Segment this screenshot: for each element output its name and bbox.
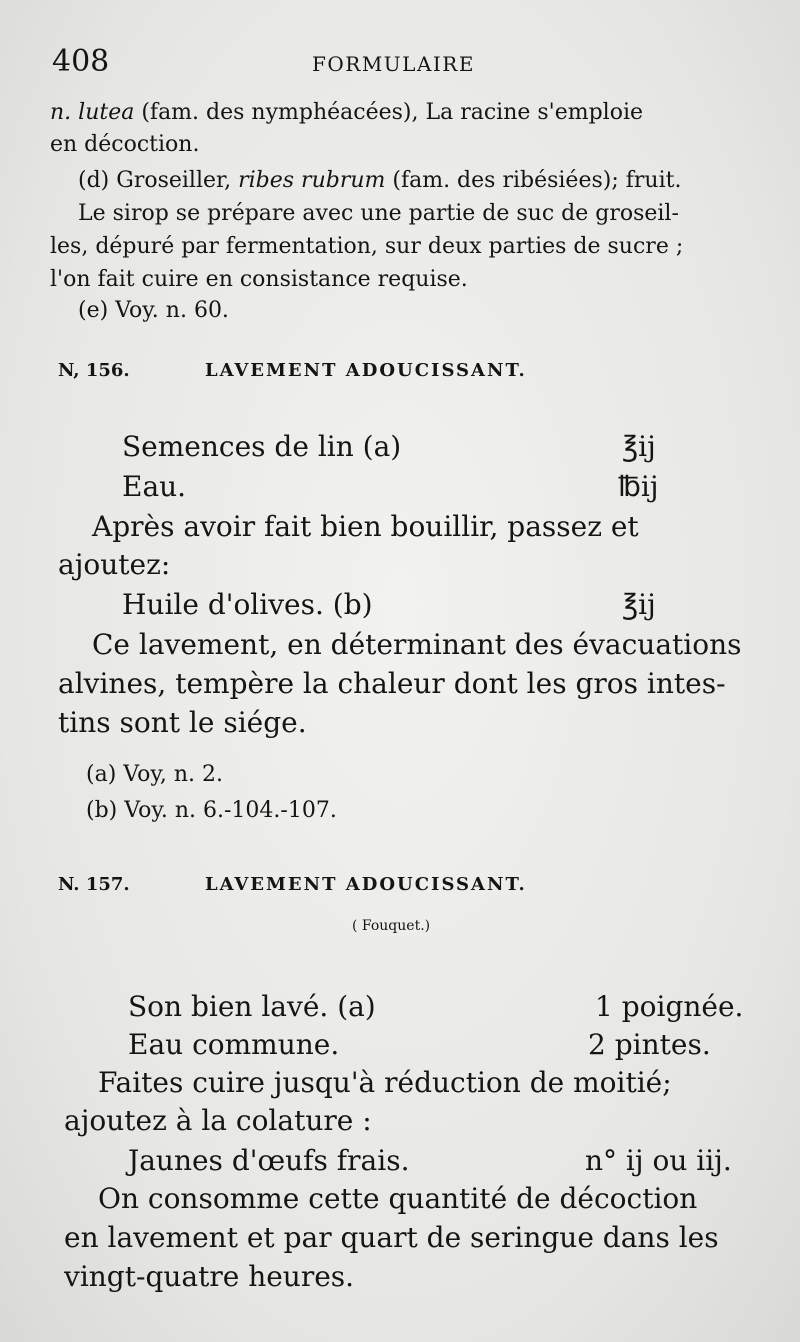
page-number: 408 [52, 44, 110, 79]
ingredient-name: Son bien lavé. (a) [128, 990, 376, 1023]
ingredient-quantity: ℥ij [622, 430, 656, 463]
running-title: FORMULAIRE [312, 52, 475, 76]
instruction-line: Après avoir fait bien bouillir, passez et [92, 510, 639, 543]
instruction-line: ajoutez: [58, 548, 171, 581]
ingredient-name: Huile d'olives. (b) [122, 588, 373, 621]
italic-term: n. lutea [50, 100, 135, 125]
section-title: LAVEMENT ADOUCISSANT. [205, 874, 527, 895]
footnote-e: (e) Voy. n. 60. [78, 298, 229, 323]
ingredient-name: Eau commune. [128, 1028, 340, 1061]
instruction-line: ajoutez à la colature : [64, 1104, 372, 1137]
description-line: On consomme cette quantité de décoction [98, 1182, 698, 1215]
ingredient-quantity: 1 poignée. [595, 990, 744, 1023]
ingredient-name: Jaunes d'œufs frais. [128, 1144, 410, 1177]
ingredient-quantity: ℔ij [618, 470, 659, 503]
section-number: N. 157. [58, 874, 130, 895]
footnote: (b) Voy. n. 6.-104.-107. [86, 798, 337, 823]
footnote-d-line: Le sirop se prépare avec une partie de suc de groseil- [78, 201, 679, 226]
ingredient-name: Eau. [122, 470, 187, 503]
ingredient-quantity: n° ij ou iij. [585, 1144, 732, 1177]
footnote-d: (d) Groseiller, ribes rubrum (fam. des ribésiées); fruit. [78, 168, 682, 193]
ingredient-name: Semences de lin (a) [122, 430, 402, 463]
section-number: N, 156. [58, 360, 130, 381]
description-line: alvines, tempère la chaleur dont les gros intes- [58, 667, 726, 700]
ingredient-quantity: 2 pintes. [588, 1028, 711, 1061]
instruction-line: Faites cuire jusqu'à réduction de moitié; [98, 1066, 672, 1099]
description-line: vingt-quatre heures. [64, 1260, 355, 1293]
continuation-line: en décoction. [50, 132, 200, 157]
section-title: LAVEMENT ADOUCISSANT. [205, 360, 527, 381]
continuation-line: n. lutea (fam. des nymphéacées), La racine s'emploie [50, 100, 644, 125]
ingredient-quantity: ℥ij [622, 588, 656, 621]
description-line: Ce lavement, en déterminant des évacuations [92, 628, 742, 661]
description-line: tins sont le siége. [58, 706, 307, 739]
footnote: (a) Voy, n. 2. [86, 762, 224, 787]
footnote-d-line: l'on fait cuire en consistance requise. [50, 267, 468, 292]
description-line: en lavement et par quart de seringue dans les [64, 1221, 719, 1254]
footnote-d-line: les, dépuré par fermentation, sur deux parties de sucre ; [50, 234, 684, 259]
author-attribution: ( Fouquet.) [352, 918, 431, 934]
italic-term: ribes rubrum [238, 168, 386, 193]
